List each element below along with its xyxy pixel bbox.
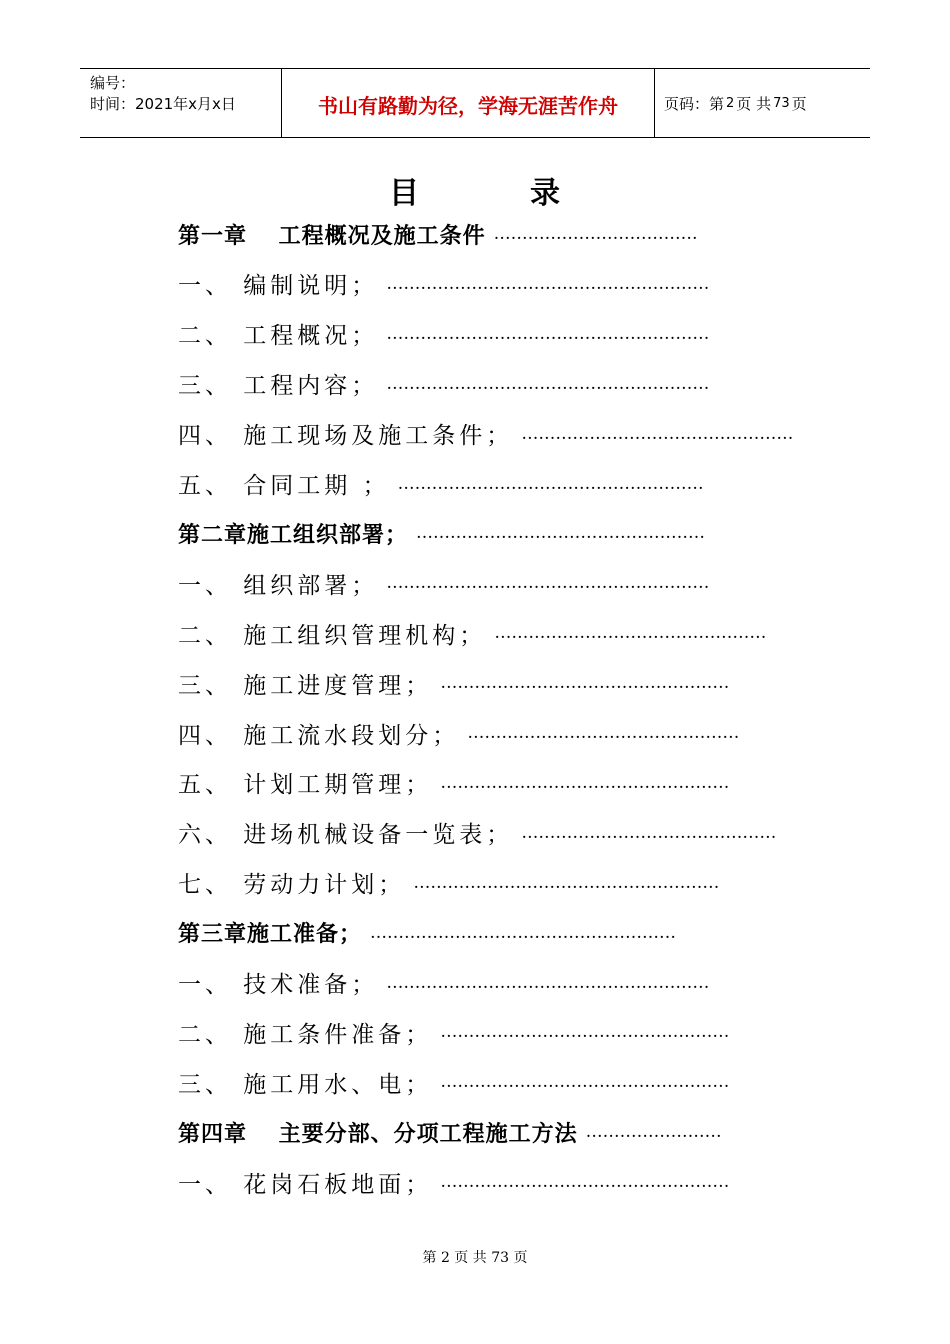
toc-item-row[interactable] xyxy=(178,366,709,402)
toc-item-row[interactable] xyxy=(178,815,776,851)
toc-label: 六、 进场机械设备一览表； xyxy=(178,822,514,849)
toc-label: 五、 计划工期管理； xyxy=(178,772,433,799)
toc-item-row[interactable] xyxy=(178,865,719,901)
toc-leader-dots: ………………………………………… xyxy=(494,623,767,644)
toc-item-row[interactable] xyxy=(178,565,709,601)
time-label: 时间：2021年x月x日 xyxy=(90,95,236,113)
toc-label: 二、 施工条件准备； xyxy=(178,1021,433,1048)
header-info-cell xyxy=(80,69,282,137)
toc-leader-dots: ………………………………………… xyxy=(467,723,740,743)
toc-chapter-row[interactable] xyxy=(178,1114,722,1150)
header-table xyxy=(80,68,870,138)
toc-item-row[interactable] xyxy=(178,266,709,302)
toc-item-row[interactable] xyxy=(178,416,793,452)
toc-leader-dots: ………………………………………………… xyxy=(386,573,710,594)
page-total: 73 xyxy=(773,95,790,111)
header-page-cell xyxy=(655,69,870,137)
toc-chapter-row[interactable] xyxy=(178,915,676,951)
toc-item-row[interactable] xyxy=(178,615,766,651)
toc-item-row[interactable] xyxy=(178,466,704,502)
toc-chapter-row[interactable] xyxy=(178,515,705,551)
toc-label: 二、 施工组织管理机构； xyxy=(178,622,487,649)
toc-leader-dots: …………………………………………… xyxy=(440,1072,730,1093)
toc-label: 第二章施工组织部署； xyxy=(178,522,409,548)
toc-label: 一、 技术准备； xyxy=(178,972,379,998)
number-label: 编号： xyxy=(90,74,136,92)
page-prefix: 页码：第 xyxy=(664,94,725,113)
toc-leader-dots: ………………………………………………… xyxy=(386,373,710,394)
toc-leader-dots: ………………………………………… xyxy=(521,423,794,444)
toc-label: 四、 施工现场及施工条件； xyxy=(178,423,514,450)
toc-leader-dots: …………………………………………… xyxy=(440,772,730,793)
page-suffix: 页 xyxy=(791,94,807,113)
toc-leader-dots: ……………………………………………… xyxy=(370,922,677,943)
toc-leader-dots: ……………………………………… xyxy=(521,822,777,843)
toc-leader-dots: ……………………………………………… xyxy=(397,473,704,494)
toc-item-row[interactable] xyxy=(178,1064,729,1100)
page-footer: 第 2 页 共 73 页 xyxy=(422,1250,528,1266)
toc-item-row[interactable] xyxy=(178,965,709,1001)
toc-label: 三、 工程内容； xyxy=(178,373,379,400)
toc-label: 第三章施工准备； xyxy=(178,922,363,948)
toc-item-row[interactable] xyxy=(178,765,729,801)
toc-chapter-row[interactable] xyxy=(178,216,698,252)
title-part-1: 目 xyxy=(389,176,419,211)
toc-leader-dots: ………………………………………………… xyxy=(386,972,710,993)
toc-leader-dots: ………………………………………………… xyxy=(386,323,710,344)
toc-label: 一、 编制说明； xyxy=(178,273,379,300)
toc-item-row[interactable] xyxy=(178,1014,729,1050)
toc-leader-dots: ………………………………………………… xyxy=(386,273,710,294)
page-mid: 页 共 xyxy=(736,94,772,113)
motto-text: 书山有路勤为径，学海无涯苦作舟 xyxy=(318,93,618,118)
toc-leader-dots: ……………………………… xyxy=(493,224,698,244)
toc-label: 四、 施工流水段划分； xyxy=(178,722,460,749)
toc-leader-dots: ……………………………………………… xyxy=(413,872,720,893)
toc-item-row[interactable] xyxy=(178,715,739,751)
toc-label: 二、 工程概况； xyxy=(178,323,379,350)
toc-label: 一、 组织部署； xyxy=(178,572,379,599)
toc-label: 三、 施工进度管理； xyxy=(178,672,433,699)
toc-item-row[interactable] xyxy=(178,316,709,352)
toc-label: 五、 合同工期 ； xyxy=(178,473,390,499)
toc-leader-dots: …………………………………………… xyxy=(440,1172,730,1193)
title-part-2: 录 xyxy=(530,176,560,211)
toc-label: 第一章 工程概况及施工条件 xyxy=(178,223,486,249)
toc-label: 七、 劳动力计划； xyxy=(178,872,406,899)
toc-leader-dots: …………………………………………… xyxy=(440,1022,730,1043)
page-current: 2 xyxy=(726,95,735,111)
toc-item-row[interactable] xyxy=(178,1164,729,1200)
toc-leader-dots: …………………………………………… xyxy=(416,523,706,544)
toc-label: 一、 花岗石板地面； xyxy=(178,1171,433,1198)
toc-leader-dots: …………………… xyxy=(585,1122,722,1143)
toc-item-row[interactable] xyxy=(178,665,729,701)
header-motto-cell xyxy=(282,69,655,137)
toc-leader-dots: …………………………………………… xyxy=(440,673,730,694)
toc-label: 三、 施工用水、电； xyxy=(178,1071,433,1098)
toc-label: 第四章 主要分部、分项工程施工方法 xyxy=(178,1121,578,1147)
